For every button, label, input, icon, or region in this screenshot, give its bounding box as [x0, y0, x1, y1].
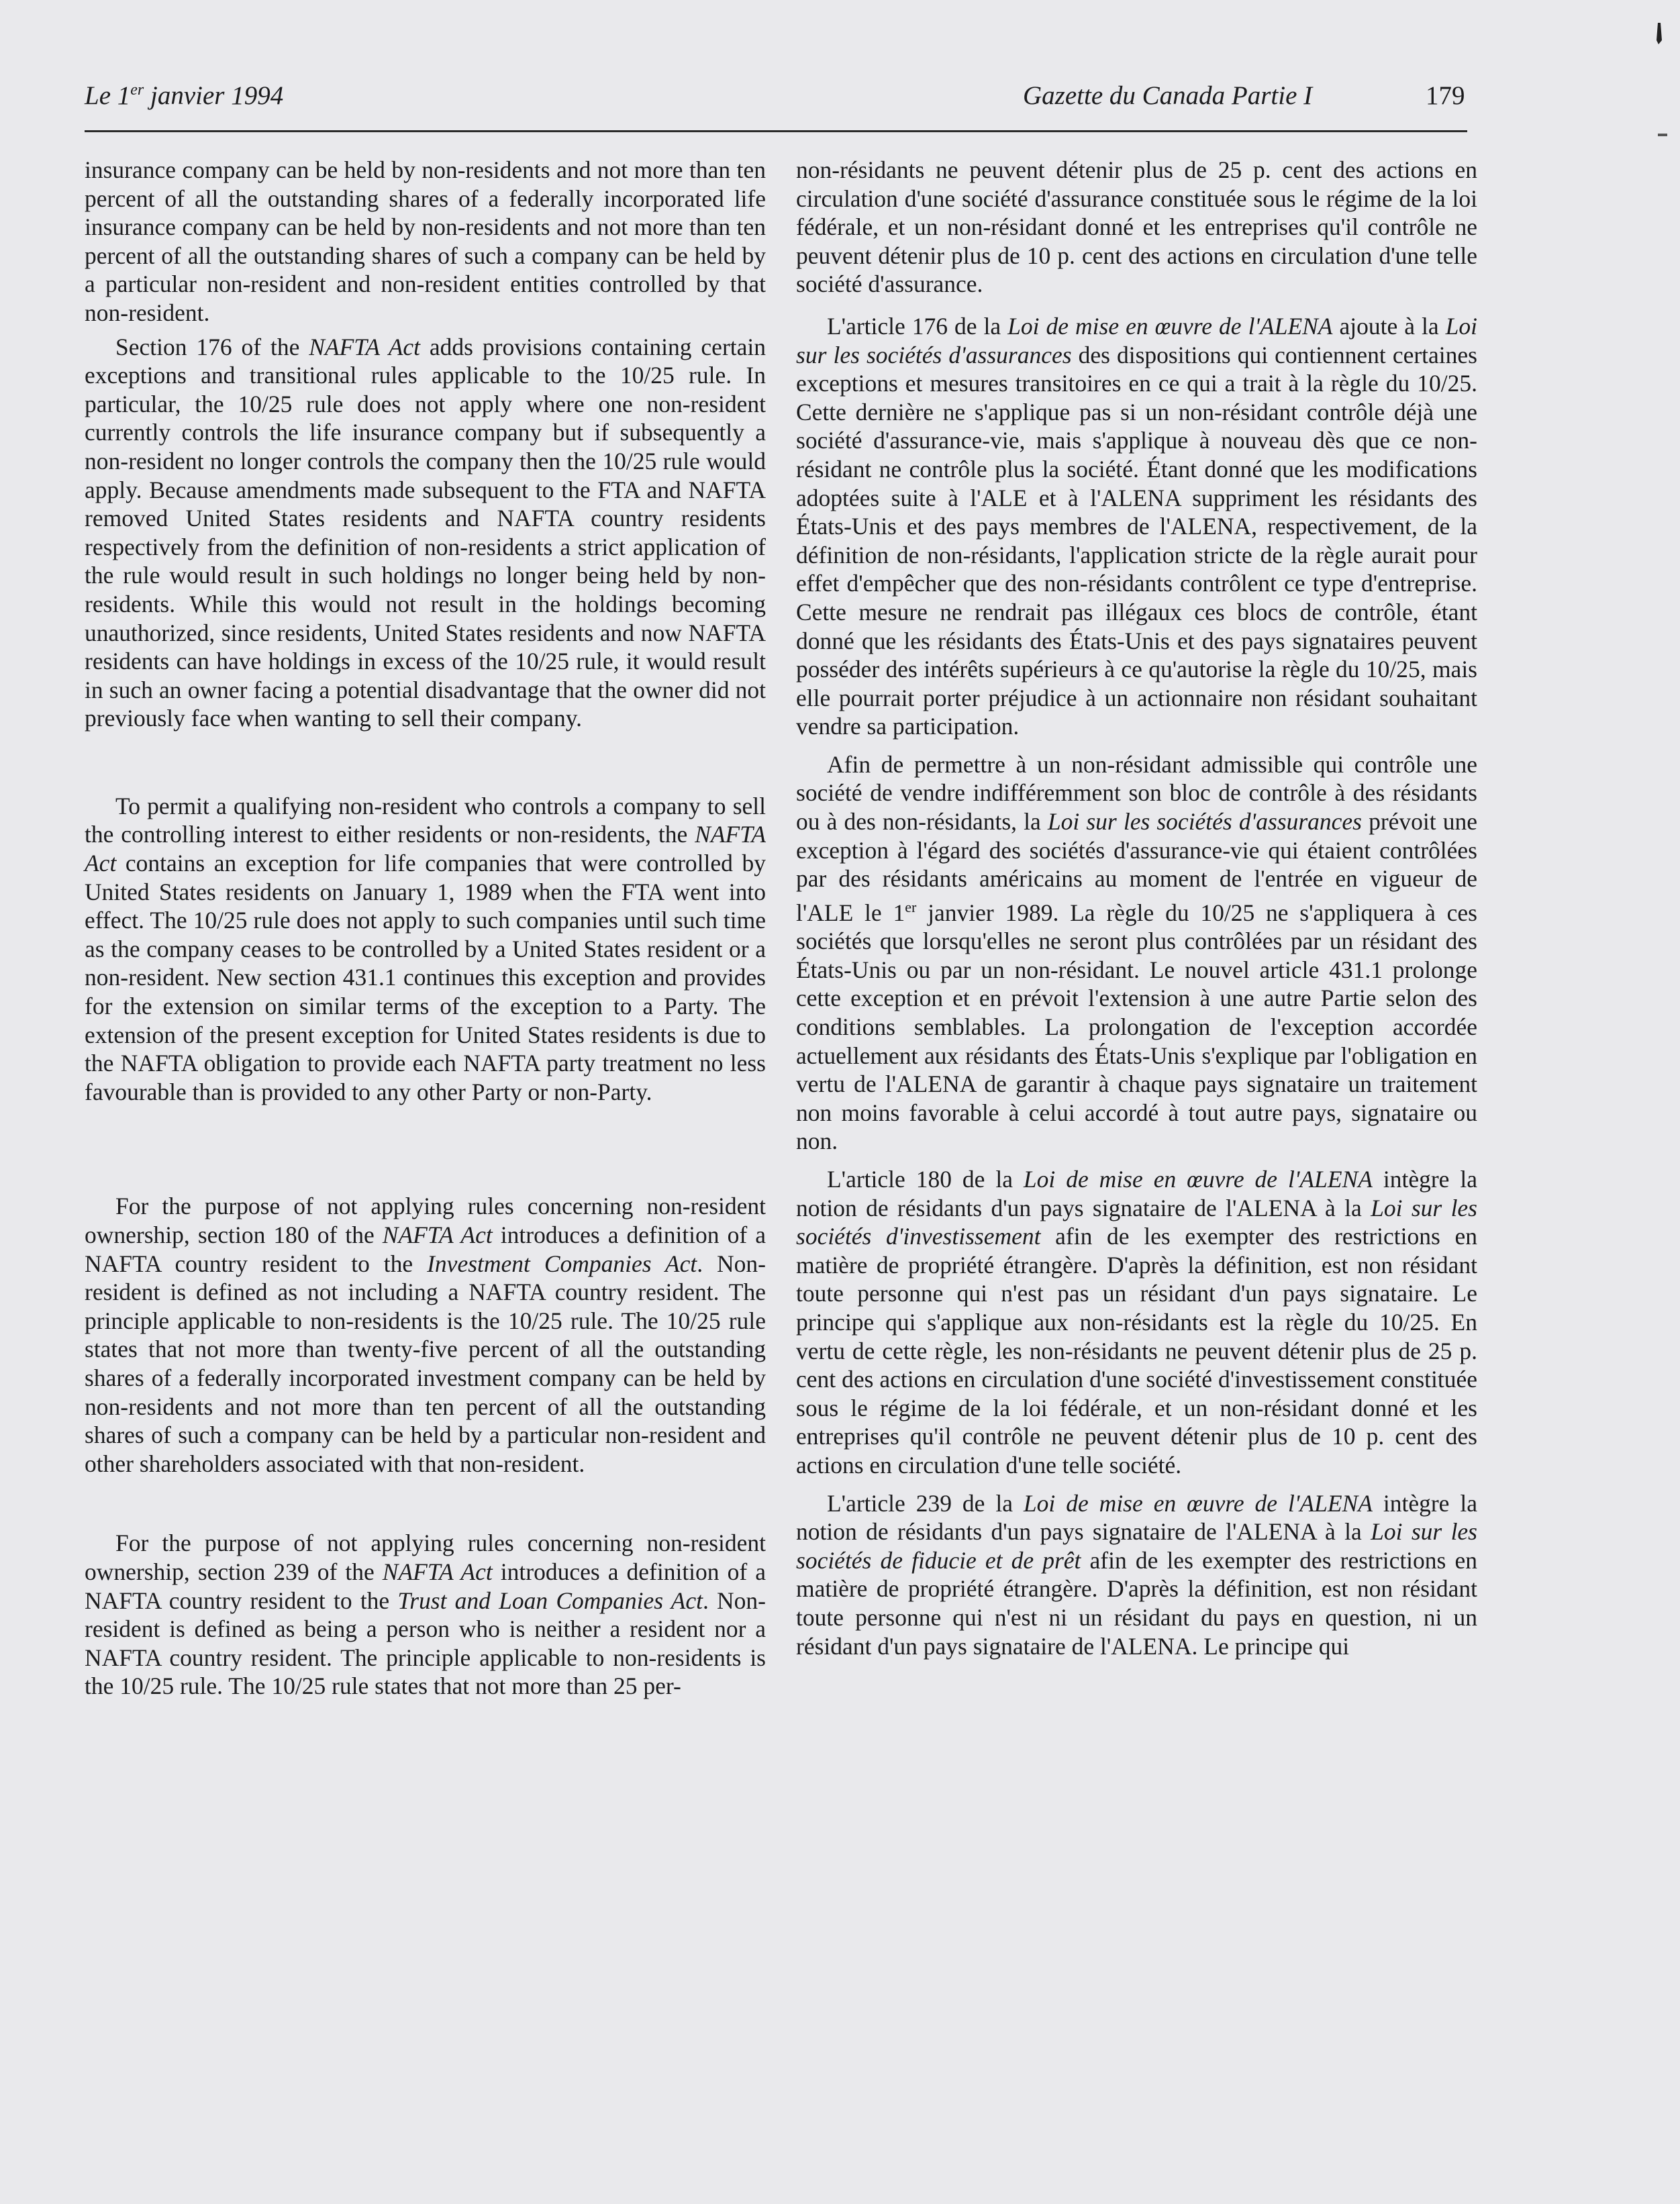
- fr-paragraph-4: L'article 180 de la Loi de mise en œuvre de l'ALENA intègre la notion de résidants d'un pays signataire de l'ALENA à la Loi sur les sociétés d'investissement afin de les exempter des restrictions en matière de propriété étrangère. D'après la définition, est non résidant toute personne qui n'est pas un résidant d'un pays signataire. Le principe qui s'applique aux non-résidants est la règle du 10/25. En vertu de cette règle, les non-résidants ne peuvent détenir plus de 25 p. cent des actions en circulation d'une société d'investissement constituée sous le régime de la loi fédérale, et un non-résidant donné et les entreprises qu'il contrôle ne peuvent détenir plus de 10 p. cent des actions en circulation d'une telle société.: [796, 1166, 1477, 1479]
- fr-paragraph-5: L'article 239 de la Loi de mise en œuvre de l'ALENA intègre la notion de résidants d'un pays signataire de l'ALENA à la Loi sur les sociétés de fiducie et de prêt afin de les exempter des restrictions en matière de propriété étrangère. D'après la définition, est non résidant toute personne qui n'est ni un résidant du pays en question, ni un résidant d'un pays signataire de l'ALENA. Le principe qui: [796, 1489, 1477, 1660]
- fr-paragraph-1: non-résidants ne peuvent détenir plus de 25 p. cent des actions en circulation d'une société d'assurance constituée sous le régime de la loi fédérale, et un non-résidant donné et les entreprises qu'il contrôle ne peuvent détenir plus de 10 p. cent des actions en circulation d'une telle société d'assurance.: [796, 156, 1477, 298]
- en-paragraph-2: Section 176 of the NAFTA Act adds provisions containing certain exceptions and transitional rules applicable to the 10/25 rule. In particular, the 10/25 rule does not apply where one non-resident currently controls the life insurance company but if subsequently a non-resident no longer controls the company then the 10/25 rule would apply. Because amendments made subsequent to the FTA and NAFTA removed United States residents and NAFTA country residents respectively from the definition of non-residents a strict application of the rule would result in such holdings no longer being held by non-residents. While this would not result in the holdings becoming unauthorized, since residents, United States residents and now NAFTA residents can have holdings in excess of the 10/25 rule, it would result in such an owner facing a potential disadvantage that the owner did not previously face when wanting to sell their company.: [85, 333, 766, 732]
- fr-paragraph-2: L'article 176 de la Loi de mise en œuvre de l'ALENA ajoute à la Loi sur les sociétés d'assurances des dispositions qui contiennent certaines exceptions et mesures transitoires en ce qui a trait à la règle du 10/25. Cette dernière ne s'applique pas si un non-résidant contrôle déjà une société d'assurance-vie, mais s'applique à nouveau dès que ce non-résidant ne contrôle plus la société. Étant donné que les modifications adoptées suite à l'ALE et à l'ALENA suppriment les résidants des États-Unis et des pays membres de l'ALENA, respectivement, de la définition de non-résidants, l'application stricte de la règle aurait pour effet d'empêcher que des non-résidants contrôlent ce type d'entreprise. Cette mesure ne rendrait pas illégaux ces blocs de contrôle, étant donné que les résidants des États-Unis et des pays signataires peuvent posséder des intérêts supérieurs à ce qu'autorise la règle du 10/25, mais elle pourrait porter préjudice à un actionnaire non résidant souhaitant vendre sa participation.: [796, 312, 1477, 740]
- english-column: [85, 156, 766, 1701]
- en-paragraph-5: For the purpose of not applying rules concerning non-resident ownership, section 239 of the NAFTA Act introduces a definition of a NAFTA country resident to the Trust and Loan Companies Act. Non-resident is defined as being a person who is neither a resident nor a NAFTA country resident. The principle applicable to non-residents is the 10/25 rule. The 10/25 rule states that not more than 25 per-: [85, 1530, 766, 1700]
- en-paragraph-3: To permit a qualifying non-resident who controls a company to sell the controlling interest to either residents or non-residents, the NAFTA Act contains an exception for life companies that were controlled by United States residents on January 1, 1989 when the FTA went into effect. The 10/25 rule does not apply to such companies until such time as the company ceases to be controlled by a United States resident or a non-resident. New section 431.1 continues this exception and provides for the extension on similar terms of the exception to a Party. The extension of the present exception for United States residents is due to the NAFTA obligation to provide each NAFTA party treatment no less favourable than is provided to any other Party or non-Party.: [85, 792, 766, 1105]
- scan-speck-mark: [1652, 20, 1666, 47]
- fr-paragraph-3: Afin de permettre à un non-résidant admissible qui contrôle une société de vendre indifféremment son bloc de contrôle à des résidants ou à des non-résidants, la Loi sur les sociétés d'assurances prévoit une exception à l'égard des sociétés d'assurance-vie qui étaient contrôlées par des résidants américains au moment de l'entrée en vigueur de l'ALE le 1er janvier 1989. La règle du 10/25 ne s'appliquera à ces sociétés que lorsqu'elles ne seront plus contrôlées par un résidant des États-Unis ou par un non-résidant. Le nouvel article 431.1 prolonge cette exception et en prévoit l'extension à une autre Partie selon des conditions semblables. La prolongation de l'exception accordée actuellement aux résidants des États-Unis s'explique par l'obligation en vertu de l'ALENA de garantir à chaque pays signataire un traitement non moins favorable à celui accordé à tout autre pays, signataire ou non.: [796, 750, 1477, 1155]
- header-rule: [85, 130, 1467, 132]
- page-number: 179: [1426, 81, 1465, 110]
- scan-dash-mark: [1657, 132, 1670, 138]
- publication-title: Gazette du Canada Partie I: [1023, 81, 1313, 110]
- en-paragraph-1: insurance company can be held by non-residents and not more than ten percent of all the outstanding shares of a federally incorporated life insurance company can be held by non-residents and not more than ten percent of all the outstanding shares of such a company can be held by a particular non-resident and non-resident entities controlled by that non-resident.: [85, 156, 766, 326]
- french-column: [796, 156, 1477, 1660]
- page-header: [85, 81, 1467, 129]
- en-paragraph-4: For the purpose of not applying rules concerning non-resident ownership, section 180 of the NAFTA Act introduces a definition of a NAFTA country resident to the Investment Companies Act. Non-resident is defined as not including a NAFTA country resident. The principle applicable to non-residents is the 10/25 rule. The 10/25 rule states that not more than twenty-five percent of all the outstanding shares of a federally incorporated investment company can be held by non-residents and not more than ten percent of all the outstanding shares of such a company can be held by a particular non-resident and other shareholders associated with that non-resident.: [85, 1193, 766, 1477]
- issue-date: Le 1er janvier 1994: [85, 81, 284, 110]
